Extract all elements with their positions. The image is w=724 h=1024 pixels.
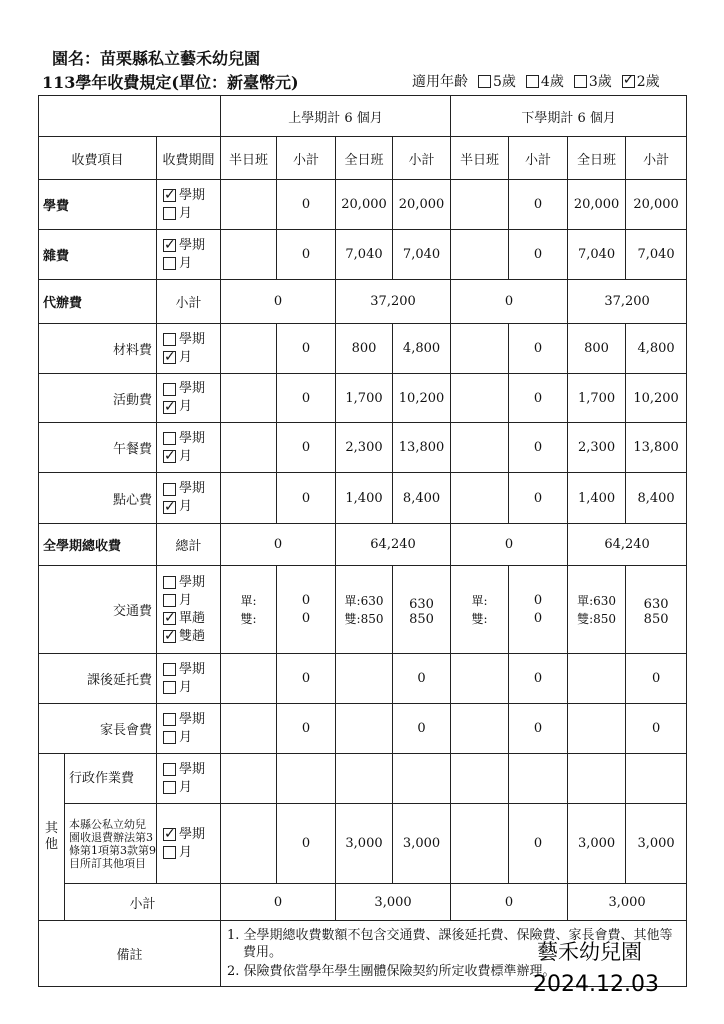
month-checked-icon[interactable] [163, 450, 176, 463]
col-period: 收費期間 [157, 137, 221, 180]
cell: 0 [277, 374, 336, 423]
cell: 0 [509, 423, 568, 473]
cell: 0 [277, 654, 336, 704]
cell [221, 754, 277, 804]
cell [568, 654, 626, 704]
cell: 0 [626, 704, 687, 754]
cell [568, 754, 626, 804]
agency-sub-label: 小計 [157, 280, 221, 324]
transport-s1-full-sub: 630 850 [393, 566, 451, 654]
col-sub-3: 小計 [509, 137, 568, 180]
transport-row [39, 566, 687, 654]
age-label: 適用年齡 [412, 74, 468, 90]
col-sub-2: 小計 [393, 137, 451, 180]
misc-row [39, 230, 687, 280]
col-half-2: 半日班 [451, 137, 509, 180]
term-checkbox-icon[interactable] [163, 483, 176, 496]
col-sub-1: 小計 [277, 137, 336, 180]
cell: 4,800 [626, 324, 687, 374]
cell [221, 423, 277, 473]
month-checkbox-icon[interactable] [163, 731, 176, 744]
total-s2-half: 0 [451, 524, 568, 566]
cell: 0 [277, 704, 336, 754]
month-checked-icon[interactable] [163, 351, 176, 364]
cell: 13,800 [393, 423, 451, 473]
rule-title: 113學年收費規定(單位：新臺幣元) [42, 73, 299, 92]
activity-row [39, 374, 687, 423]
cell [336, 754, 393, 804]
age-option-3[interactable]: 3歲 [574, 71, 612, 91]
month-checked-icon[interactable] [163, 501, 176, 514]
cell: 20,000 [336, 180, 393, 230]
cell: 0 [393, 704, 451, 754]
cell: 13,800 [626, 423, 687, 473]
cell: 7,040 [626, 230, 687, 280]
column-header-row [39, 137, 687, 180]
admin-period: 學期 月 [157, 754, 221, 804]
cell: 0 [277, 473, 336, 524]
cell: 800 [568, 324, 626, 374]
total-row [39, 524, 687, 566]
cell [221, 473, 277, 524]
cell: 10,200 [626, 374, 687, 423]
term-checked-icon[interactable] [163, 828, 176, 841]
month-checkbox-icon[interactable] [163, 257, 176, 270]
age-selector [412, 71, 660, 91]
tuition-label: 學費 [39, 180, 157, 230]
cell: 3,000 [336, 804, 393, 884]
cell [336, 654, 393, 704]
cell: 20,000 [568, 180, 626, 230]
cell: 0 [277, 180, 336, 230]
term-checkbox-icon[interactable] [163, 663, 176, 676]
other-s2-half: 0 [451, 884, 568, 921]
refund-row [39, 804, 687, 884]
transport-s2-full-sub: 630 850 [626, 566, 687, 654]
sem2-title: 下學期計 6 個月 [451, 96, 687, 137]
cell: 2,300 [568, 423, 626, 473]
cell: 4,800 [393, 324, 451, 374]
term-checkbox-icon[interactable] [163, 333, 176, 346]
checkbox-5-icon[interactable] [478, 75, 491, 88]
month-checked-icon[interactable] [163, 401, 176, 414]
col-item: 收費項目 [39, 137, 157, 180]
transport-s2-full: 單:630 雙:850 [568, 566, 626, 654]
cell [451, 473, 509, 524]
col-sub-4: 小計 [626, 137, 687, 180]
cell: 20,000 [626, 180, 687, 230]
cell: 1,400 [336, 473, 393, 524]
cell: 0 [509, 704, 568, 754]
admin-label: 行政作業費 [65, 754, 157, 804]
tuition-period: ✓ 學期 月 [157, 180, 221, 230]
cell: 0 [277, 423, 336, 473]
total-sub-label: 總計 [157, 524, 221, 566]
cell [509, 754, 568, 804]
other-s1-full: 3,000 [336, 884, 451, 921]
cell [221, 374, 277, 423]
lunch-row [39, 423, 687, 473]
term-checked-icon[interactable] [163, 239, 176, 252]
col-full-1: 全日班 [336, 137, 393, 180]
cell: 1,700 [568, 374, 626, 423]
cell [451, 654, 509, 704]
month-checkbox-icon[interactable] [163, 781, 176, 794]
fee-table [38, 95, 687, 987]
lunch-period: 學期 ✓ 月 [157, 423, 221, 473]
cell: 3,000 [393, 804, 451, 884]
checkbox-4-icon[interactable] [526, 75, 539, 88]
remarks-label: 備註 [39, 921, 221, 987]
transport-s1-full: 單:630 雙:850 [336, 566, 393, 654]
cell [393, 754, 451, 804]
cell: 3,000 [626, 804, 687, 884]
afterschool-label: 課後延托費 [39, 654, 157, 704]
parents-row [39, 704, 687, 754]
cell: 8,400 [626, 473, 687, 524]
cell: 0 [626, 654, 687, 704]
transport-period: 學期 月 ✓ 單趟 ✓ 雙趟 [157, 566, 221, 654]
parents-period: 學期 月 [157, 704, 221, 754]
cell [451, 804, 509, 884]
cell: 10,200 [393, 374, 451, 423]
remarks-text: 1. 全學期總收費數額不包含交通費、課後延托費、保險費、家長會費、其他等費用。 2. 保險費依當學年學生團體保險契約所定收費標準辦理。 [221, 921, 687, 987]
cell [221, 654, 277, 704]
cell: 0 [277, 804, 336, 884]
agency-s2-half: 0 [451, 280, 568, 324]
cell [451, 374, 509, 423]
cell: 20,000 [393, 180, 451, 230]
agency-label: 代辦費 [39, 280, 157, 324]
cell [568, 704, 626, 754]
misc-period: ✓ 學期 月 [157, 230, 221, 280]
cell [626, 754, 687, 804]
cell [221, 230, 277, 280]
month-checkbox-icon[interactable] [163, 846, 176, 859]
transport-s1-half-sub: 0 0 [277, 566, 336, 654]
cell [221, 804, 277, 884]
materials-period: 學期 ✓ 月 [157, 324, 221, 374]
cell [221, 704, 277, 754]
single-trip-checked-icon[interactable] [163, 612, 176, 625]
cell: 0 [509, 324, 568, 374]
stamp-name: 藝禾幼兒園 [537, 940, 642, 964]
total-s2-full: 64,240 [568, 524, 687, 566]
col-full-2: 全日班 [568, 137, 626, 180]
age-option-4[interactable]: 4歲 [526, 71, 564, 91]
cell: 0 [277, 324, 336, 374]
cell: 0 [393, 654, 451, 704]
agency-s2-full: 37,200 [568, 280, 687, 324]
term-checkbox-icon[interactable] [163, 713, 176, 726]
cell: 0 [509, 230, 568, 280]
cell [451, 324, 509, 374]
stamp-date: 2024.12.03 [533, 972, 659, 997]
activity-period: 學期 ✓ 月 [157, 374, 221, 423]
cell [451, 230, 509, 280]
total-s1-full: 64,240 [336, 524, 451, 566]
cell: 0 [277, 230, 336, 280]
month-checkbox-icon[interactable] [163, 594, 176, 607]
misc-label: 雜費 [39, 230, 157, 280]
cell: 0 [509, 374, 568, 423]
cell: 1,700 [336, 374, 393, 423]
cell [451, 704, 509, 754]
month-checkbox-icon[interactable] [163, 207, 176, 220]
snack-row [39, 473, 687, 524]
refund-label: 本縣公私立幼兒園收退費辦法第3條第1項第3款第9目所訂其他項目 [65, 804, 157, 884]
parents-label: 家長會費 [39, 704, 157, 754]
transport-s2-half-sub: 0 0 [509, 566, 568, 654]
month-checkbox-icon[interactable] [163, 681, 176, 694]
cell: 3,000 [568, 804, 626, 884]
snack-period: 學期 ✓ 月 [157, 473, 221, 524]
age-option-5[interactable]: 5歲 [478, 71, 516, 91]
afterschool-row [39, 654, 687, 704]
other-s1-half: 0 [221, 884, 336, 921]
agency-s1-full: 37,200 [336, 280, 451, 324]
other-subtotal-row [39, 884, 687, 921]
cell [336, 704, 393, 754]
other-label: 其他 [39, 754, 65, 921]
cell: 0 [509, 654, 568, 704]
cell: 1,400 [568, 473, 626, 524]
admin-row [39, 754, 687, 804]
lunch-label: 午餐費 [39, 423, 157, 473]
afterschool-period: 學期 月 [157, 654, 221, 704]
activity-label: 活動費 [39, 374, 157, 423]
cell [451, 423, 509, 473]
cell [451, 754, 509, 804]
agency-s1-half: 0 [221, 280, 336, 324]
cell: 2,300 [336, 423, 393, 473]
cell: 7,040 [568, 230, 626, 280]
materials-row [39, 324, 687, 374]
cell [221, 324, 277, 374]
cell [451, 180, 509, 230]
checkbox-2-checked-icon[interactable] [622, 75, 635, 88]
cell: 0 [509, 804, 568, 884]
transport-s1-half: 單: 雙: [221, 566, 277, 654]
cell: 800 [336, 324, 393, 374]
snack-label: 點心費 [39, 473, 157, 524]
cell: 7,040 [393, 230, 451, 280]
other-sub-label: 小計 [65, 884, 221, 921]
park-name: 園名：苗栗縣私立藝禾幼兒園 [52, 49, 261, 68]
cell [221, 180, 277, 230]
age-option-2[interactable]: ✓ 2歲 [622, 71, 660, 91]
double-trip-checked-icon[interactable] [163, 630, 176, 643]
term-checkbox-icon[interactable] [163, 576, 176, 589]
transport-s2-half: 單: 雙: [451, 566, 509, 654]
semester-header-row [39, 96, 687, 137]
term-checked-icon[interactable] [163, 189, 176, 202]
refund-period: ✓ 學期 月 [157, 804, 221, 884]
other-s2-full: 3,000 [568, 884, 687, 921]
total-s1-half: 0 [221, 524, 336, 566]
col-half-1: 半日班 [221, 137, 277, 180]
cell: 0 [509, 473, 568, 524]
term-checkbox-icon[interactable] [163, 383, 176, 396]
term-checkbox-icon[interactable] [163, 432, 176, 445]
sem1-title: 上學期計 6 個月 [221, 96, 451, 137]
checkbox-3-icon[interactable] [574, 75, 587, 88]
cell: 7,040 [336, 230, 393, 280]
cell [277, 754, 336, 804]
cell: 0 [509, 180, 568, 230]
agency-row [39, 280, 687, 324]
term-checkbox-icon[interactable] [163, 763, 176, 776]
total-label: 全學期總收費 [39, 524, 157, 566]
cell: 8,400 [393, 473, 451, 524]
tuition-row [39, 180, 687, 230]
materials-label: 材料費 [39, 324, 157, 374]
transport-label: 交通費 [39, 566, 157, 654]
